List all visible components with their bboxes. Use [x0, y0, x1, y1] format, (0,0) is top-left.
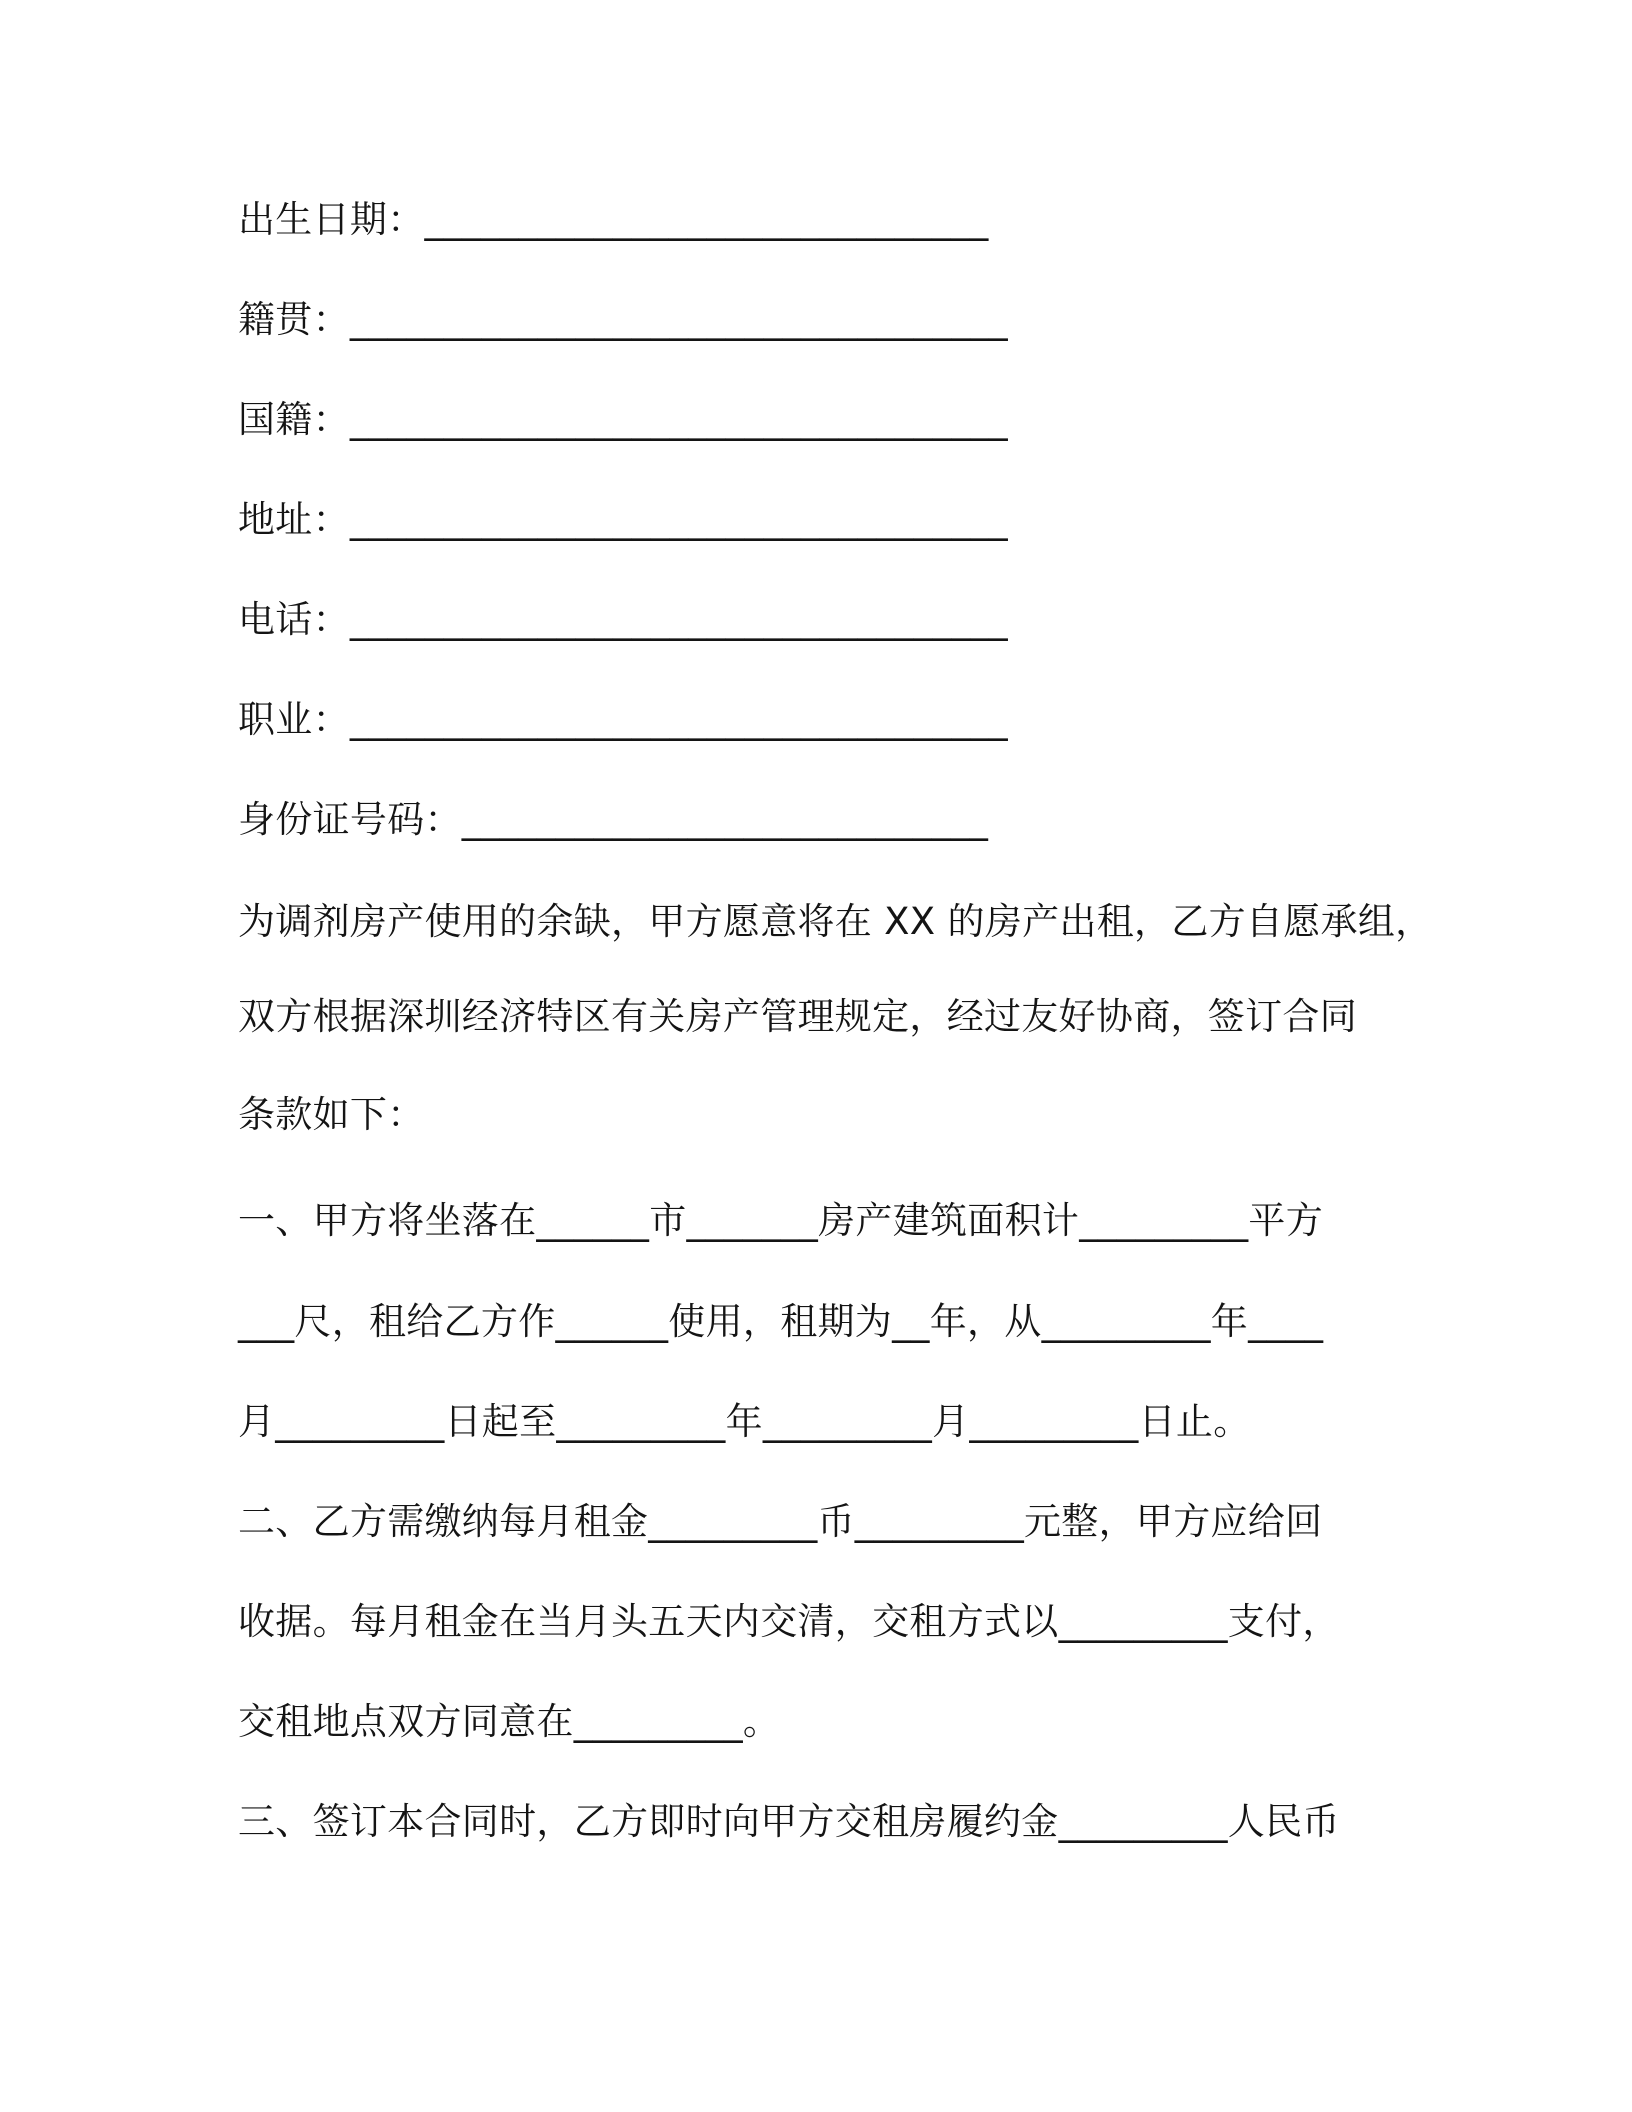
field-id-number: 身份证号码：____________________________ — [238, 798, 989, 841]
field-native-place: 籍贯：___________________________________ — [238, 298, 1008, 341]
clause-2-line-2: 收据。每月租金在当月头五天内交清，交租方式以_________支付， — [238, 1600, 1340, 1643]
clause-1-line-3: 月_________日起至_________年_________月_________日止。 — [238, 1400, 1251, 1443]
field-address: 地址：___________________________________ — [238, 498, 1008, 541]
preamble-line-1: 为调剂房产使用的余缺，甲方愿意将在 XX 的房产出租，乙方自愿承组， — [238, 900, 1433, 943]
preamble-line-2: 双方根据深圳经济特区有关房产管理规定，经过友好协商，签订合同 — [238, 995, 1357, 1038]
clause-3-line-1: 三、签订本合同时，乙方即时向甲方交租房履约金_________人民币 — [238, 1800, 1340, 1843]
clause-2-line-1: 二、乙方需缴纳每月租金_________币_________元整，甲方应给回 — [238, 1500, 1323, 1543]
preamble-line-3: 条款如下： — [238, 1093, 425, 1136]
field-occupation: 职业：___________________________________ — [238, 698, 1008, 741]
clause-1-line-2: ___尺，租给乙方作______使用，租期为__年，从_________年____ — [238, 1300, 1324, 1343]
clause-2-line-3: 交租地点双方同意在_________。 — [238, 1700, 781, 1743]
clause-1-line-1: 一、甲方将坐落在______市_______房产建筑面积计_________平方 — [238, 1199, 1323, 1242]
field-phone: 电话：___________________________________ — [238, 598, 1008, 641]
field-nationality: 国籍：___________________________________ — [238, 398, 1008, 441]
field-birth-date: 出生日期：______________________________ — [238, 198, 989, 241]
